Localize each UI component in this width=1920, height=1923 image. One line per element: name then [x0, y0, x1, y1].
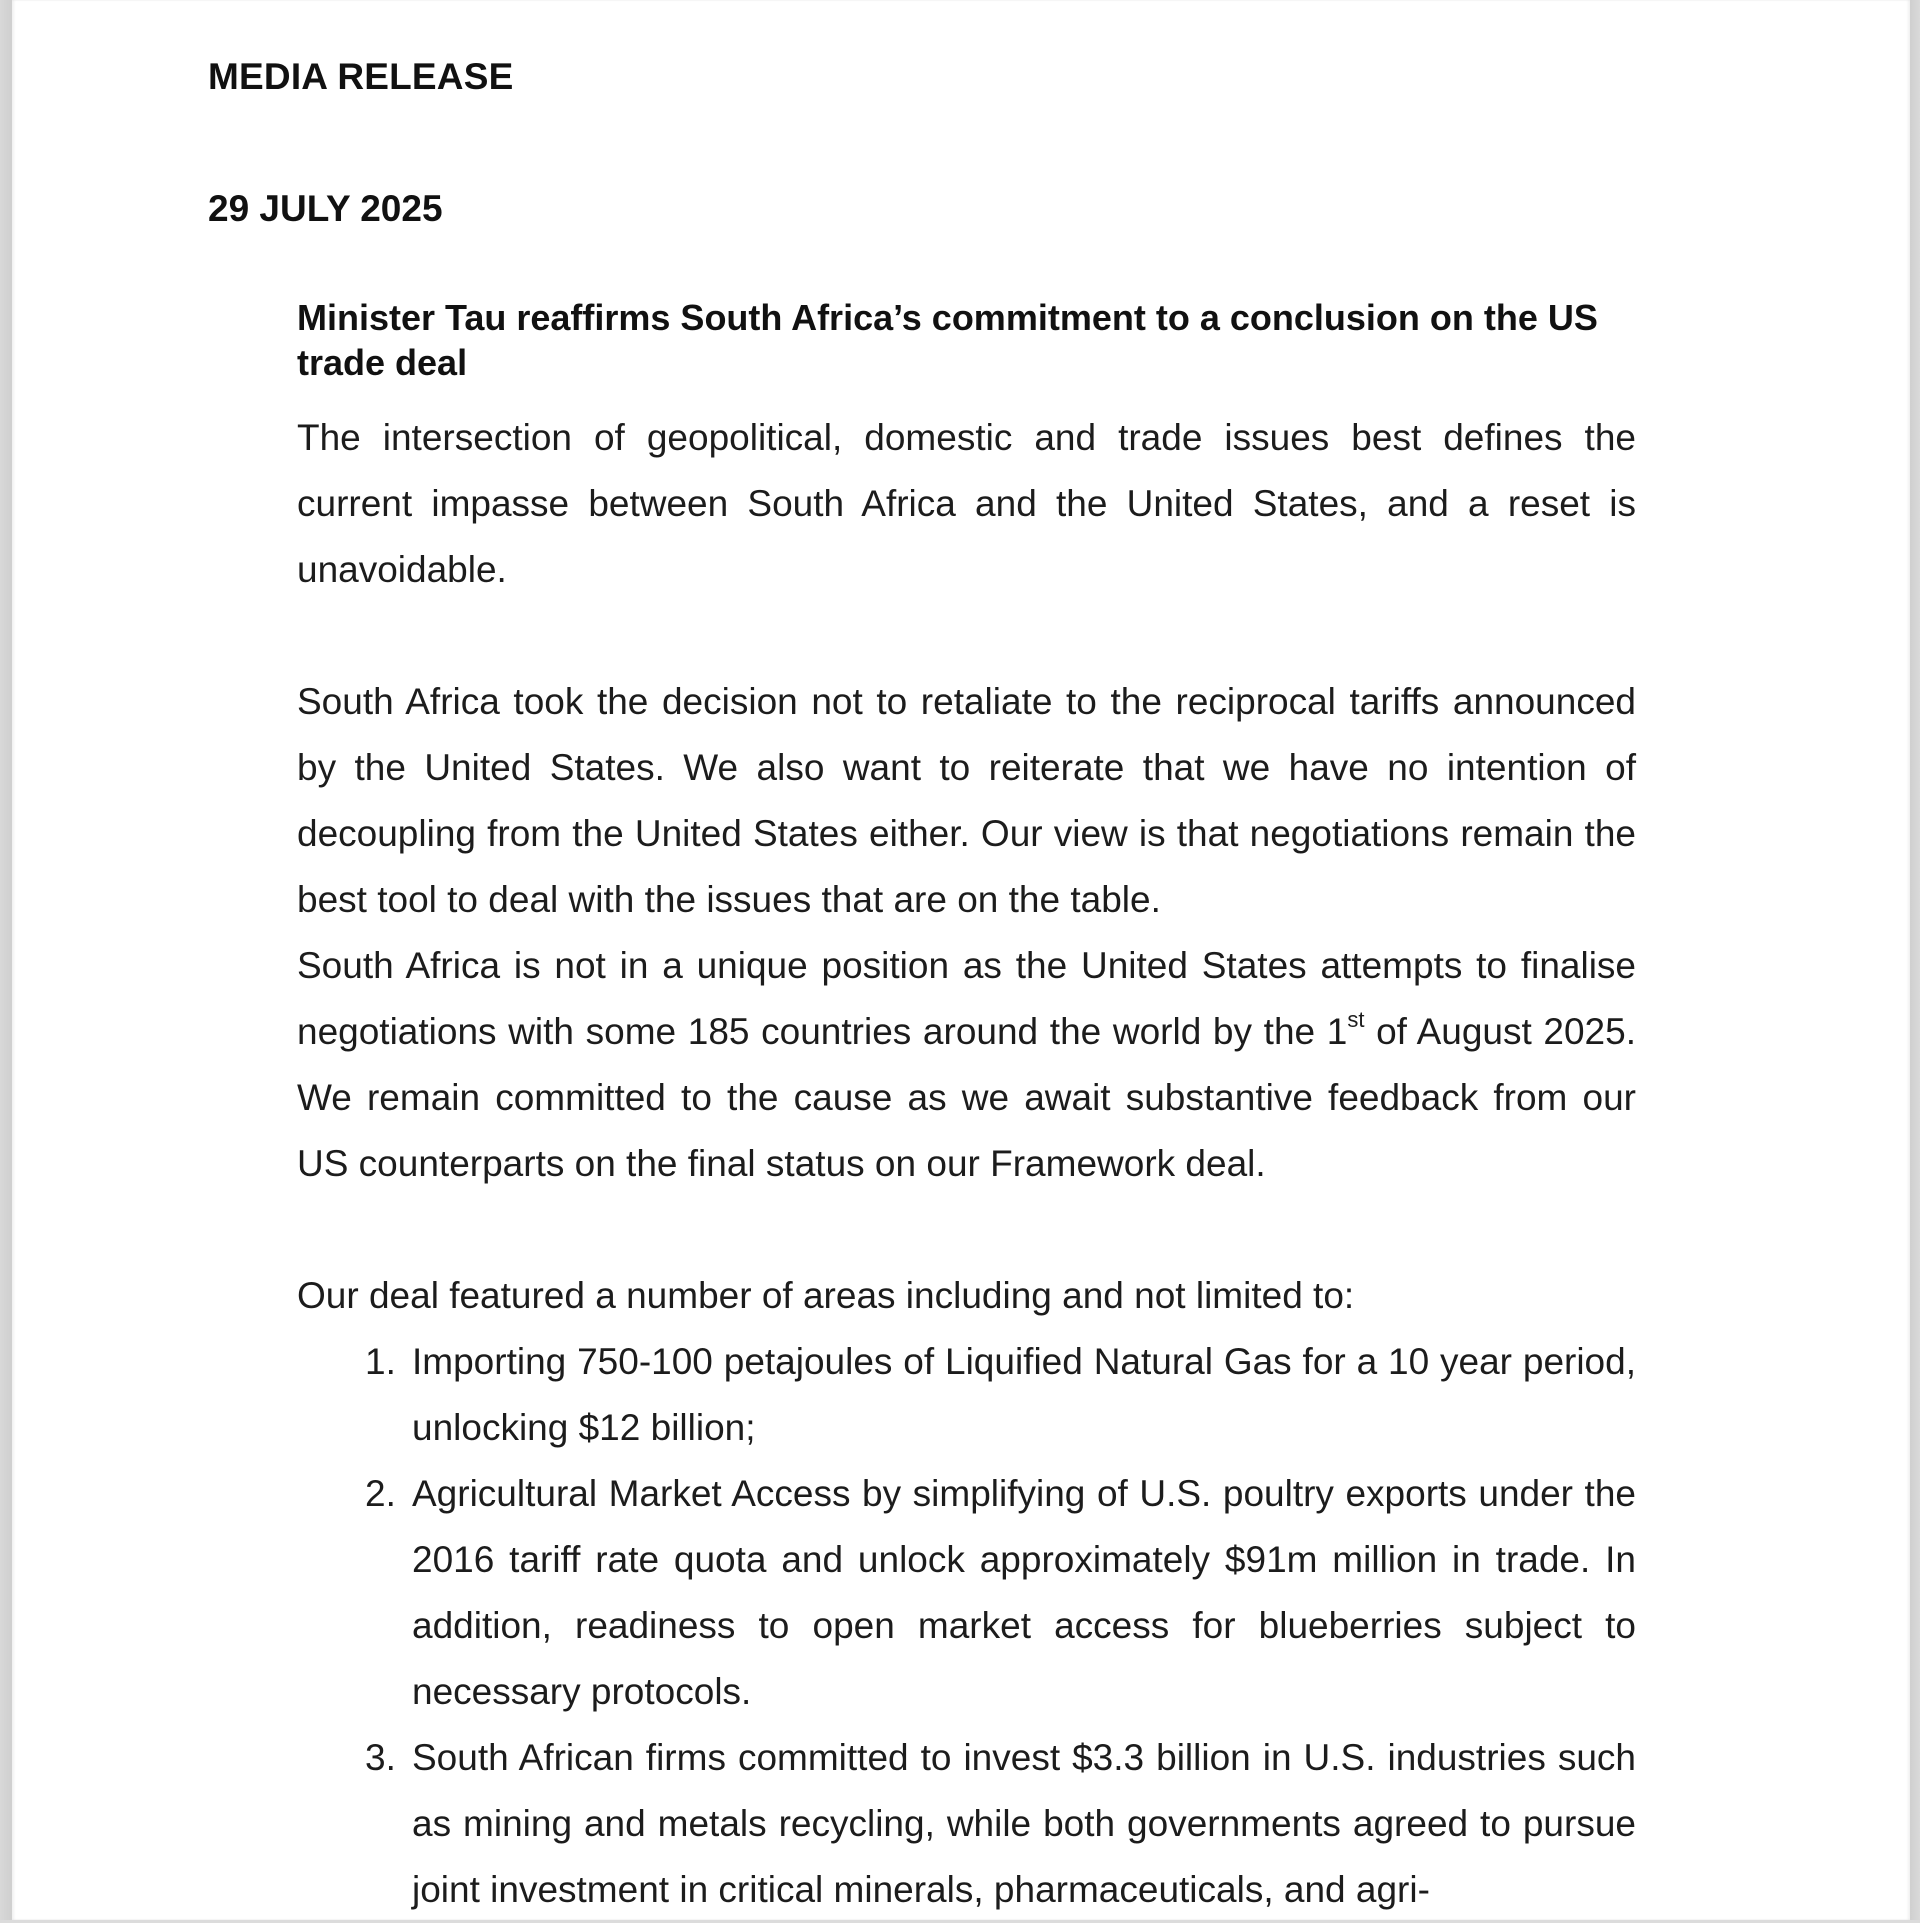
- page-edge-right: [1910, 0, 1920, 1920]
- list-item: [297, 1329, 1636, 1461]
- list-item-text: South African firms committed to invest $3.3 billion in U.S. industries such as mining and metals recycling, while both governments agreed to pursue joint investment in critical minerals, pharmaceuticals, and agri-: [412, 1737, 1636, 1910]
- page-edge-left: [0, 0, 12, 1920]
- list-item-text: Agricultural Market Access by simplifying of U.S. poultry exports under the 2016 tariff rate quota and unlock approximately $91m million in trade. In addition, readiness to open market access for blueberries subject to necessary protocols.: [412, 1473, 1636, 1712]
- document-body: [297, 295, 1636, 1923]
- deal-areas-list: [297, 1329, 1636, 1923]
- paragraph-no-retaliation: South Africa took the decision not to retaliate to the reciprocal tariffs announced by the United States. We also want to reiterate that we have no intention of decoupling from the United States either. Our view is that negotiations remain the best tool to deal with the issues that are on the table.: [297, 681, 1636, 920]
- list-item-text: Importing 750-100 petajoules of Liquified Natural Gas for a 10 year period, unlocking $12 billion;: [412, 1341, 1636, 1448]
- media-release-label: MEDIA RELEASE: [208, 56, 514, 97]
- ordinal-suffix: st: [1347, 1006, 1365, 1032]
- list-item: [297, 1461, 1636, 1725]
- paragraph-negotiations-part1: South Africa is not in a unique position as the United States attempts to finalise negotiations with some 185 countries around the world by the 1: [297, 945, 1636, 1052]
- list-item-number: 3.: [365, 1737, 396, 1778]
- paragraph-intro: The intersection of geopolitical, domestic and trade issues best defines the current impasse between South Africa and the United States, and a reset is unavoidable.: [297, 417, 1636, 590]
- list-item-number: 1.: [365, 1341, 396, 1382]
- paragraph-negotiations: [297, 933, 1636, 1197]
- document-page: [12, 0, 1910, 1920]
- release-title: Minister Tau reaffirms South Africa’s commitment to a conclusion on the US trade deal: [297, 297, 1598, 383]
- list-item-number: 2.: [365, 1473, 396, 1514]
- list-intro: Our deal featured a number of areas including and not limited to:: [297, 1275, 1355, 1316]
- release-date: 29 JULY 2025: [208, 188, 443, 229]
- list-item: [297, 1725, 1636, 1923]
- paragraph-negotiations-part2: of August 2025. We remain committed to the cause as we await substantive feedback from our US counterparts on the final status on our Framework deal.: [297, 1011, 1636, 1184]
